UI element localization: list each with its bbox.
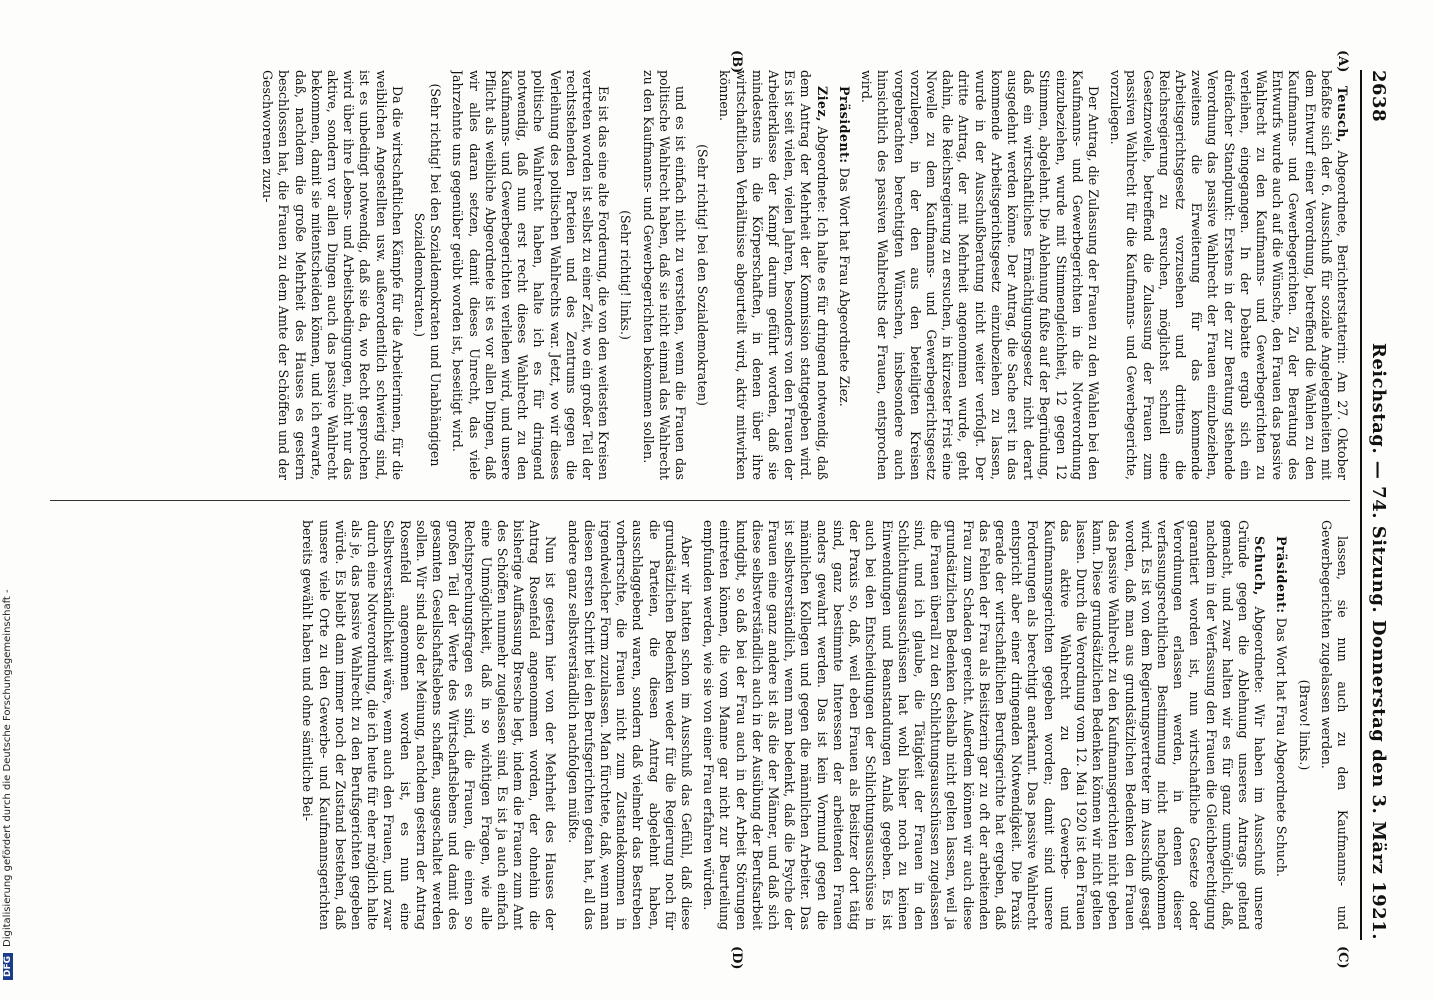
speaker-name: Ziez,: [814, 86, 830, 123]
margin-marker-c: (C): [1335, 946, 1350, 969]
page-header: [1364, 70, 1394, 940]
paragraph: [564, 520, 694, 930]
paragraph-text: Da die wirtschaftlichen Kämpfe für die Arbeiterinnen, für die weiblichen Angestellten usw. außerordentlich schwierig sind, ist es unbedingt notwendig, daß sie da, wo Recht gesprochen wird über ihre Lebens- und Arbeitsbedingungen, nicht nur das aktive, sondern vor allen Dingen auch das passive Wahlrecht bekommen, damit sie mitentscheiden können, und ich erwarte, daß, nachdem die große Mehrheit des Hauses es gestern beschlossen hat, die Frauen zu dem Amte der Schöffen und der Geschworenen zuzu-: [260, 70, 405, 480]
speaker-name: Präsident:: [1274, 536, 1290, 614]
paragraph: [716, 70, 829, 480]
paragraph-text: Nun ist gestern hier von der Mehrheit des Hauses der Antrag Rosenfeld angenommen worden, der ohnehin die bisherige Auffassung Bresche legt, indem die Frauen zum Amt des Schöffen nunmehr zugelassen sind. Es ist ja auch einfach eine Unmöglichkeit, daß in so wichtigen Fragen, wie alle Rechtsprechungsfragen es sind, die Frauen, die einen so großen Teil der Werte des Wirtschaftslebens und damit des gesamten Gesellschaftslebens schaffen, ausgeschaltet werden sollen. Wir sind also der Meinung, nachdem gestern der Antrag Rosenfeld angenommen worden ist, es nun eine Selbstverständlichkeit wäre, wenn auch den Frauen, und zwar durch eine Notverordnung, die ich heute für eher möglich halte als je, das passive Wahlrecht zu den Berufsgerichten gegeben würde. Es bleibt dann immer noch der Zustand bestehen, daß unsere viele Orte zu den Gewerbe- und Kaufmannsgerichten bereits gewählt haben und ohne sämtliche Bei-: [300, 520, 559, 930]
paragraph-text: und es ist einfach nicht zu verstehen, wenn die Frauen das politische Wahlrecht haben, daß sie nicht einmal das Wahlrecht zu den Kaufmanns- und Gewerbegerichten bekommen sollen.: [640, 70, 689, 480]
interjection: (Sehr richtig! bei den Sozialdemokraten): [695, 144, 711, 406]
paragraph: [299, 520, 558, 930]
page-title: Reichstag. — 74. Sitzung. Donnerstag den 3. März 1921.: [1368, 342, 1390, 940]
speaker-name: Präsident:: [836, 86, 852, 164]
paragraph: [639, 70, 688, 480]
paragraph: [836, 70, 852, 480]
dfg-logo: DFG: [3, 953, 13, 980]
paragraph: [259, 70, 405, 480]
paragraph-text: lassen, sie nun auch zu den Kaufmanns- und Gewerbegerichten zugelassen werden.: [1318, 520, 1350, 930]
paragraph-text: Abgeordnete: Wir haben im Ausschuß unsere Gründe gegen die Ablehnung unseres Antrags geltend gemacht, und zwar halten wir es für ganz unmöglich, daß, nachdem in der Verfassung den Frauen die Gleichberechtigung garantiert worden ist, nun wirtschaftliche Gesetze oder Verordnungen erlassen werden, in denen dieser verfassungsrechtlichen Bestimmung nicht nachgekommen wird. Es ist von dem Regierungsvertreter im Ausschuß gesagt worden, daß man aus grundsätzlichen Bedenken den Frauen das passive Wahlrecht zu den Kaufmannsgerichten nicht geben kann. Diese grundsätzlichen Bedenken können wir nicht gelten lassen. Durch die Verordnung vom 12. Mai 1920 ist den Frauen das aktive Wahlrecht zu den Gewerbe- und Kaufmannsgerichten gegeben worden; damit sind unsere Forderungen als berechtigt anerkannt. Das passive Wahlrecht entspricht aber einer dringenden Notwendigkeit. Die Praxis gerade der wirtschaftlichen Berufsgerichte hat ergeben, daß das Fehlen der Frau als Beisitzerin gar zu oft der arbeitenden Frau zum Schaden gereicht. Außerdem können wir auch diese grundsätzlichen Bedenken deshalb nicht gelten lassen, weil ja die Frauen überall zu den Schlichtungsausschüssen zugelassen sind, und ich glaube, die Tätigkeit der Frauen in den Schlichtungsausschüssen hat wohl bisher noch zu keinen Einwendungen und Beanstandungen Anlaß gegeben. Es ist auch bei den Entscheidungen der Schlichtungsausschüsse in der Praxis so, daß, weil eben Frauen als Beisitzer dort tätig sind, ganz bestimmte Interessen der arbeitenden Frauen anders gewahrt werden. Das ist kein Vormund gegen die männlichen Kollegen und gegen die männlichen Arbeiter. Das ist selbstverständlich, wenn man bedenkt, daß die Psyche der Frauen eine ganz andere ist als die der Männer, und daß sich diese selbstverständlich auch in der Ausübung der Berufsarbeit kundgibt, so daß bei der Frau auch in der Arbeit Störungen eintreten können, die vom Manne gar nicht zur Beurteilung empfunden werden, wie sie von einer Frau erfahren würden.: [701, 520, 1268, 930]
speaker-name: Teusch,: [1335, 86, 1350, 143]
paragraph: [1318, 520, 1350, 930]
page-number: 2638: [1368, 70, 1390, 123]
paragraph-text: Es ist das eine alte Forderung, die von den weitesten Kreisen vertreten worden ist selbst zu einer Zeit, wo ein großer Teil der rechtsstehenden Parteien und des Zentrums gegen die Verleihung des politischen Wahlrechts war. Jetzt, wo wir dieses politische Wahlrecht haben, halte ich es für dringend notwendig, daß nun erst recht dieses Wahlrecht zu den Kaufmanns- und Gewerbegerichten verliehen wird, und unsere Pflicht als weibliche Abgeordnete ist es vor allen Dingen, daß wir alles daran setzen, damit dieses Unrecht, das viele Jahrzehnte uns gegenüber geübt worden ist, beseitigt wird.: [450, 70, 612, 480]
margin-marker-b: (B): [729, 50, 744, 74]
digitization-note: Digitalisierung gefördert durch die Deutsche Forschungsgemeinschaft -: [2, 589, 13, 947]
paragraph-text: Der Antrag, die Zulassung der Frauen zu den Wahlen bei den Kaufmanns- und Gewerbegerichten in die Notverordnung einzubeziehen, wurde mit Stimmengleichheit, 12 gegen 12 Stimmen, abgelehnt. Die Ablehnung fußte auf der Begründung, daß ein wirtschaftliches Ermächtigungsgesetz nicht derart ausgedehnt werden könne. Der Antrag, die Sache erst in das kommende Arbeitsgerichtsgesetz einzubeziehen zu lassen, wurde in der Ausschußberatung nicht weiter verfolgt. Der dritte Antrag, der mit Mehrheit angenommen wurde, geht dahin, die Reichsregierung zu ersuchen, in kürzester Frist eine Novelle zu dem Kaufmanns- und Gewerbegerichtsgesetz vorzulegen, in der den aus den beteiligten Kreisen vorgebrachten berechtigten Wünschen, insbesondere auch hinsichtlich des passiven Wahlrechts der Frauen, entsprochen wird.: [859, 70, 1101, 480]
paragraph-text: Abgeordnete, Berichterstatterin: Am 27. Oktober befaßte sich der 6. Ausschuß für soziale Angelegenheiten mit dem Entwurf einer Verordnung, betreffend die Wahlen zu den Kaufmanns- und Gewerbegerichten. Zu der Beratung des Entwurfs wurde auch auf die Wünsche, den Frauen das passive Wahlrecht zu den Kaufmanns- und Gewerbegerichten zu verleihen, eingegangen. In der Debatte ergab sich ein dreifacher Standpunkt: Erstens in der zur Beratung stehende Verordnung das passive Wahlrecht der Frauen einzubeziehen, zweitens die Erweiterung für das kommende Arbeitsgerichtsgesetz vorzusehen und drittens die Reichsregierung zu ersuchen, möglichst schnell eine Gesetznovelle, betreffend die Zulassung der Frauen zum passiven Wahlrecht für die Kaufmanns- und Gewerbegerichte, vorzulegen.: [1108, 70, 1350, 480]
margin-marker-a: (A): [1335, 50, 1350, 73]
paragraph: [1273, 520, 1289, 930]
paragraph-text: Das Wort hat Frau Abgeordnete Schuch.: [1274, 617, 1290, 877]
text-column-right: [30, 520, 1350, 930]
header-rule: [1360, 70, 1362, 940]
paragraph-text: Aber wir hatten schon im Ausschuß das Gefühl, daß diese grundsätzlichen Bedenken weder für die Regierung noch für die Parteien, die diesen Antrag abgelehnt haben, ausschlaggebend waren, sondern daß vielmehr das Bestreben vorherrschte, die Frauen nicht zum Zustandekommen in irgendwelcher Form zuzulassen. Man fürchtete, daß, wenn man diesen ersten Schritt bei den Berufsgerichten getan hat, all das andere ganz selbstverständlich nachfolgen müßte.: [565, 520, 695, 930]
paragraph: [700, 520, 1267, 930]
interjection: (Sehr richtig! links.): [618, 210, 634, 340]
paragraph-text: Das Wort hat Frau Abgeordnete Ziez.: [836, 167, 852, 407]
interjection: (Sehr richtig! bei den Sozialdemokraten und Unabhängigen Sozialdemokraten.): [412, 83, 444, 467]
paragraph: [858, 70, 1101, 480]
speaker-name: Schuch,: [1252, 536, 1268, 596]
paragraph: [1107, 70, 1350, 480]
paragraph: [449, 70, 611, 480]
margin-marker-d: (D): [729, 946, 744, 970]
text-column-left: [30, 70, 1350, 480]
paragraph-text: Abgeordnete: Ich halte es für dringend notwendig, daß dem Antrag der Mehrheit der Kommission stattgegeben wird. Es ist seit vielen, vielen Jahren, besonders von den Frauen der Arbeiterklasse der Kampf darum geführt worden, daß sie mindestens in die Körperschaften, in denen über ihre wirtschaftlichen Verhältnisse abgeurteilt wird, aktiv mitwirken können.: [717, 70, 830, 480]
interjection: (Bravo! links.): [1296, 679, 1312, 771]
column-divider: [50, 500, 1350, 501]
side-note: [2, 0, 16, 1000]
